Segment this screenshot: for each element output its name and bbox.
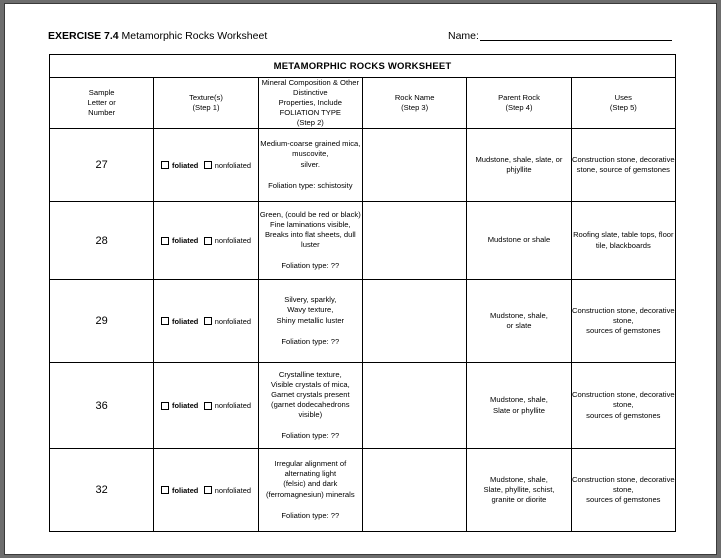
sample-number: 32 <box>50 449 154 532</box>
texture-cell <box>154 129 258 202</box>
sample-number: 36 <box>50 363 154 449</box>
uses-line: Roofing slate, table tops, floor <box>573 230 674 240</box>
rock-name-answer-cell[interactable] <box>362 129 466 202</box>
uses-line: tile, blackboards <box>595 240 651 250</box>
column-header-rock-name <box>362 78 466 129</box>
parent-rock-line: granite or diorite <box>491 495 547 505</box>
column-header-sample <box>50 78 154 129</box>
foliated-label: foliated <box>172 485 199 495</box>
nonfoliated-label: nonfoliated <box>214 485 251 495</box>
foliated-checkbox-item[interactable] <box>161 486 198 495</box>
nonfoliated-label: nonfoliated <box>214 236 251 246</box>
rock-name-answer-cell[interactable] <box>362 202 466 280</box>
uses-cell <box>571 449 675 532</box>
foliated-checkbox-item[interactable] <box>161 161 198 170</box>
parent-rock-line: phjyllite <box>506 165 532 175</box>
name-blank-line[interactable] <box>480 40 672 41</box>
parent-rock-cell <box>467 280 571 363</box>
mineral-description-line: Silvery, sparkly, <box>284 295 337 305</box>
texture-checkbox-group <box>154 236 257 245</box>
table-row <box>50 363 676 449</box>
uses-line: stone, source of gemstones <box>576 165 670 175</box>
parent-rock-line: or slate <box>506 321 532 331</box>
mineral-description-line: Visible crystals of mica, <box>270 379 350 389</box>
nonfoliated-checkbox-item[interactable] <box>204 486 251 495</box>
sample-number: 29 <box>50 280 154 363</box>
exercise-number: EXERCISE 7.4 <box>48 30 119 42</box>
parent-rock-line: Slate or phyllite <box>493 405 545 415</box>
uses-line: stone, <box>612 484 634 494</box>
mineral-description <box>259 210 362 251</box>
checkbox-icon[interactable] <box>204 317 212 325</box>
table-row <box>50 129 676 202</box>
checkbox-icon[interactable] <box>161 237 169 245</box>
checkbox-icon[interactable] <box>161 402 169 410</box>
column-header-mineral-composition <box>258 78 362 129</box>
mineral-description <box>259 459 362 500</box>
mineral-composition-cell <box>258 202 362 280</box>
parent-rock-line: Mudstone, shale, <box>490 474 548 484</box>
column-header-sample-line2: Letter or <box>87 98 116 108</box>
checkbox-icon[interactable] <box>161 486 169 494</box>
table-row <box>50 449 676 532</box>
texture-cell <box>154 449 258 532</box>
parent-rock-line: Mudstone, shale, <box>490 395 548 405</box>
foliated-label: foliated <box>172 160 199 170</box>
uses-cell <box>571 280 675 363</box>
parent-rock-line: Mudstone or shale <box>487 235 551 245</box>
uses-line: sources of gemstones <box>586 410 661 420</box>
column-header-sample-line1: Sample <box>88 88 115 98</box>
column-header-parent-rock <box>467 78 571 129</box>
foliated-checkbox-item[interactable] <box>161 236 198 245</box>
table-body <box>50 129 676 532</box>
worksheet-page <box>4 3 717 555</box>
nonfoliated-label: nonfoliated <box>214 401 251 411</box>
uses-cell <box>571 129 675 202</box>
mineral-composition-cell <box>258 363 362 449</box>
checkbox-icon[interactable] <box>161 161 169 169</box>
nonfoliated-checkbox-item[interactable] <box>204 161 251 170</box>
mineral-description-line: silver. <box>300 159 321 169</box>
texture-checkbox-group <box>154 317 257 326</box>
foliation-type: Foliation type: ?? <box>281 336 340 346</box>
column-header-rockname-line2: (Step 3) <box>401 103 429 113</box>
uses-line: sources of gemstones <box>586 495 661 505</box>
foliation-type: Foliation type: ?? <box>281 510 340 520</box>
checkbox-icon[interactable] <box>204 161 212 169</box>
parent-rock-line: Slate, phyllite, schist, <box>483 484 555 494</box>
table-row <box>50 202 676 280</box>
parent-rock-cell <box>467 363 571 449</box>
nonfoliated-label: nonfoliated <box>214 316 251 326</box>
foliated-label: foliated <box>172 236 199 246</box>
name-label: Name: <box>448 30 479 42</box>
parent-rock-cell <box>467 449 571 532</box>
column-header-texture-line1: Texture(s) <box>189 93 223 103</box>
texture-checkbox-group <box>154 486 257 495</box>
texture-checkbox-group <box>154 401 257 410</box>
column-header-uses <box>571 78 675 129</box>
nonfoliated-checkbox-item[interactable] <box>204 236 251 245</box>
mineral-description-line: Garnet crystals present <box>271 389 350 399</box>
column-header-uses-line1: Uses <box>614 93 632 103</box>
table-banner-row <box>50 55 676 78</box>
texture-cell <box>154 280 258 363</box>
parent-rock-line: Mudstone, shale, <box>490 310 548 320</box>
table-row <box>50 280 676 363</box>
metamorphic-rocks-table <box>49 54 676 532</box>
rock-name-answer-cell[interactable] <box>362 363 466 449</box>
foliated-label: foliated <box>172 316 199 326</box>
mineral-description-line: Wavy texture, <box>287 305 334 315</box>
mineral-description-line: Breaks into flat sheets, dull luster <box>264 229 356 250</box>
mineral-description-line: Medium-coarse grained mica, muscovite, <box>260 139 361 159</box>
column-header-parent-line1: Parent Rock <box>498 93 540 103</box>
foliated-checkbox-item[interactable] <box>161 317 198 326</box>
nonfoliated-checkbox-item[interactable] <box>204 317 251 326</box>
mineral-description-line: Fine laminations visible, <box>270 219 351 229</box>
column-header-rockname-line1: Rock Name <box>394 93 435 103</box>
foliation-type: Foliation type: ?? <box>281 431 340 441</box>
mineral-description-line: Shiny metallic luster <box>276 315 345 325</box>
checkbox-icon[interactable] <box>161 317 169 325</box>
column-header-mineral-line1: Mineral Composition & Other Distinctive <box>261 78 360 98</box>
name-field[interactable] <box>448 30 672 42</box>
column-header-mineral-line2: Properties, Include FOLIATION TYPE <box>278 98 342 118</box>
uses-cell <box>571 202 675 280</box>
mineral-description-line: Irregular alignment of alternating light <box>274 459 347 479</box>
rock-name-answer-cell[interactable] <box>362 449 466 532</box>
uses-line: stone, <box>612 315 634 325</box>
texture-cell <box>154 202 258 280</box>
nonfoliated-checkbox-item[interactable] <box>204 401 251 410</box>
exercise-title: Metamorphic Rocks Worksheet <box>121 30 268 42</box>
mineral-description <box>259 370 362 421</box>
checkbox-icon[interactable] <box>204 237 212 245</box>
foliation-type: Foliation type: ?? <box>281 261 340 271</box>
mineral-description-line: Crystalline texture, <box>278 369 342 379</box>
foliation-type: Foliation type: schistosity <box>268 180 353 190</box>
uses-line: stone, <box>612 400 634 410</box>
uses-line: sources of gemstones <box>586 326 661 336</box>
mineral-composition-cell <box>258 129 362 202</box>
mineral-description <box>259 295 362 326</box>
column-header-sample-line3: Number <box>88 108 116 118</box>
document-header <box>5 30 717 48</box>
uses-line: Construction stone, decorative <box>572 154 675 164</box>
parent-rock-cell <box>467 129 571 202</box>
uses-cell <box>571 363 675 449</box>
column-header-texture-line2: (Step 1) <box>192 103 220 113</box>
checkbox-icon[interactable] <box>204 486 212 494</box>
nonfoliated-label: nonfoliated <box>214 160 251 170</box>
checkbox-icon[interactable] <box>204 402 212 410</box>
parent-rock-cell <box>467 202 571 280</box>
mineral-description-line: Green, (could be red or black) <box>259 209 361 219</box>
sample-number: 28 <box>50 202 154 280</box>
uses-line: Construction stone, decorative <box>572 474 675 484</box>
parent-rock-line: Mudstone, shale, slate, or <box>475 154 563 164</box>
uses-line: Construction stone, decorative <box>572 390 675 400</box>
column-header-texture <box>154 78 258 129</box>
uses-line: Construction stone, decorative <box>572 305 675 315</box>
sample-number: 27 <box>50 129 154 202</box>
mineral-description <box>259 139 362 170</box>
foliated-label: foliated <box>172 401 199 411</box>
texture-cell <box>154 363 258 449</box>
mineral-composition-cell <box>258 449 362 532</box>
mineral-composition-cell <box>258 280 362 363</box>
column-header-mineral-line3: (Step 2) <box>296 118 324 128</box>
column-header-parent-line2: (Step 4) <box>505 103 533 113</box>
rock-name-answer-cell[interactable] <box>362 280 466 363</box>
mineral-description-line: (felsic) and dark (ferromagnesiun) minerals <box>266 479 355 499</box>
mineral-description-line: (garnet dodecahedrons visible) <box>271 400 350 420</box>
table-banner-title: METAMORPHIC ROCKS WORKSHEET <box>50 55 676 78</box>
foliated-checkbox-item[interactable] <box>161 401 198 410</box>
texture-checkbox-group <box>154 161 257 170</box>
exercise-heading <box>48 30 267 42</box>
table-header-row <box>50 78 676 129</box>
column-header-uses-line2: (Step 5) <box>609 103 637 113</box>
